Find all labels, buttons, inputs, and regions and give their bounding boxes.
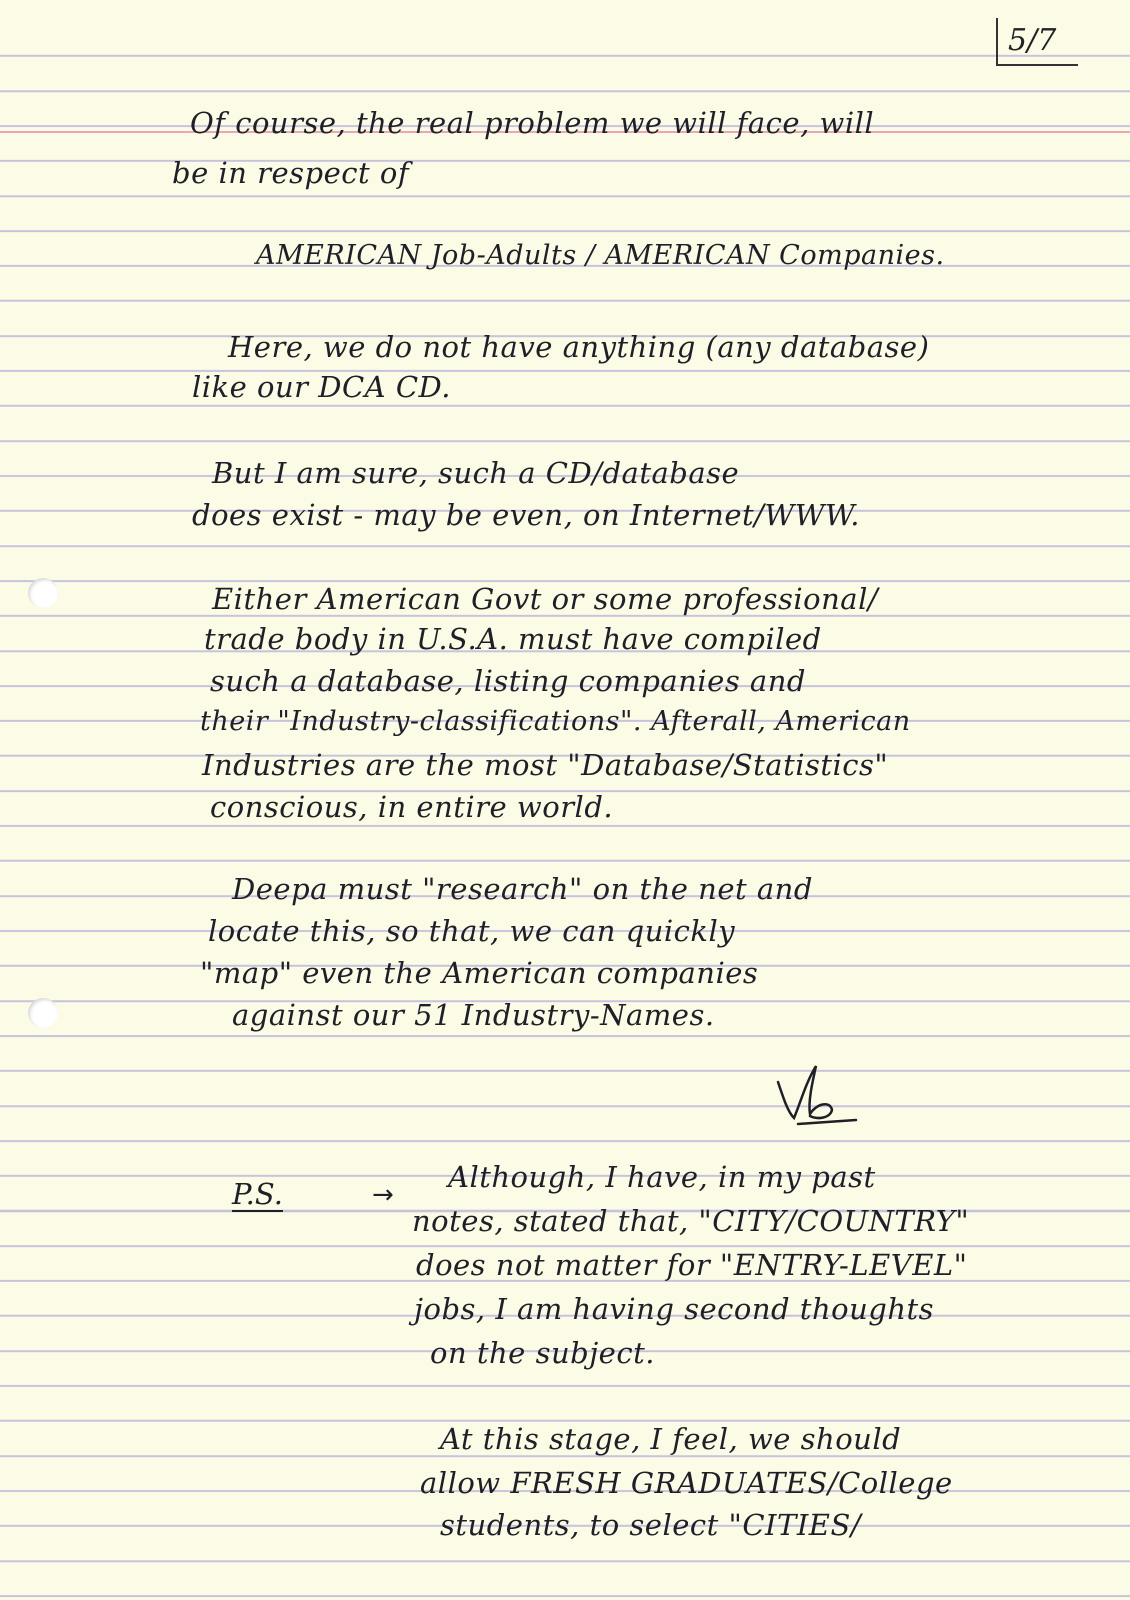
text-line-11: their "Industry-classifications". Afterall, American [200,706,911,737]
text-line-2: be in respect of [172,156,410,190]
text-line-6: But I am sure, such a CD/database [212,456,740,490]
ps-label: P.S. [232,1177,283,1211]
text-line-14: Deepa must "research" on the net and [232,872,813,906]
ps-line-1: Although, I have, in my past [448,1160,876,1194]
text-line-7: does exist - may be even, on Internet/WWW. [192,498,861,532]
binder-hole-bottom [28,998,58,1028]
ps-line-5: on the subject. [430,1336,655,1370]
binder-hole-top [28,578,58,608]
text-line-8: Either American Govt or some professional/ [212,582,879,616]
text-line-15: locate this, so that, we can quickly [208,914,736,948]
text-line-5: like our DCA CD. [192,370,451,404]
ps-line-4: jobs, I am having second thoughts [414,1292,935,1326]
page-number: 5/7 [996,18,1078,66]
text-line-10: such a database, listing companies and [210,664,806,698]
signature-mark [770,1060,860,1130]
text-line-12: Industries are the most "Database/Statistics" [202,748,889,782]
ps-line-7: allow FRESH GRADUATES/College [420,1466,953,1500]
text-line-17: against our 51 Industry-Names. [232,998,715,1032]
text-line-1: Of course, the real problem we will face, will [190,106,875,140]
ps-line-3: does not matter for "ENTRY-LEVEL" [416,1248,968,1282]
text-line-16: "map" even the American companies [200,956,759,990]
text-line-13: conscious, in entire world. [210,790,614,824]
ps-line-6: At this stage, I feel, we should [440,1422,902,1456]
text-line-3: AMERICAN Job-Adults / AMERICAN Companies. [256,240,945,271]
text-line-4: Here, we do not have anything (any database) [228,330,930,364]
ps-line-2: notes, stated that, "CITY/COUNTRY" [412,1204,970,1238]
arrow-icon: → [372,1180,394,1210]
text-line-9: trade body in U.S.A. must have compiled [204,622,822,656]
ps-line-8: students, to select "CITIES/ [440,1508,862,1542]
